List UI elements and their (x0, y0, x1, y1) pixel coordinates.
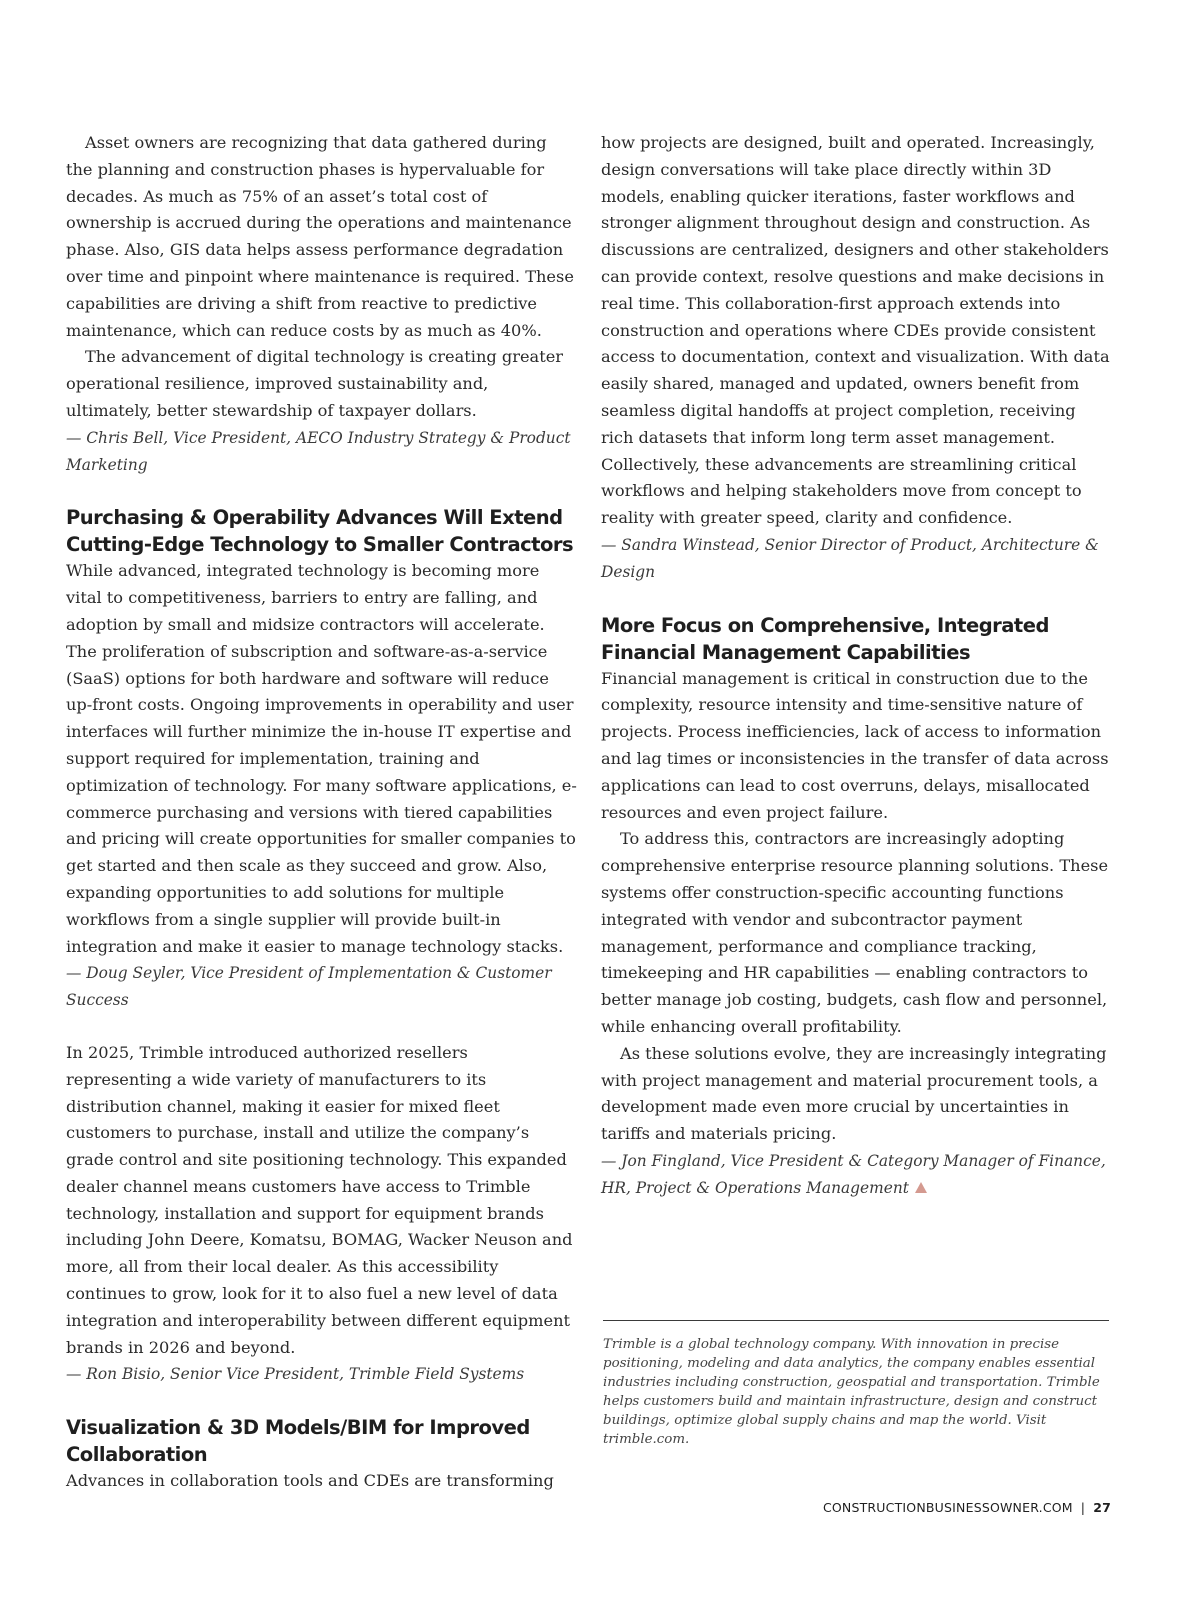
end-of-article-triangle-icon (915, 1182, 927, 1193)
section-heading-financial: More Focus on Comprehensive, Integrated Financial Management Capabilities (601, 613, 1049, 664)
page-footer (823, 1500, 1111, 1515)
body-paragraph: As these solutions evolve, they are increasingly integrating with project management and material procurement tools, a development made even more crucial by uncertainties in tariffs and materials pricing. (601, 1043, 1107, 1144)
body-paragraph: In 2025, Trimble introduced authorized resellers representing a wide variety of manufacturers to its distribution channel, making it easier for mixed fleet customers to purchase, install and utilize the company’s grade control and site positioning technology. This expanded dealer channel means customers have access to Trimble technology, installation and support for equipment brands including John Deere, Komatsu, BOMAG, Wacker Neuson and more, all from their local dealer. As this accessibility continues to grow, look for it to also fuel a new level of data integration and interoperability between different equipment brands in 2026 and beyond. (66, 1042, 573, 1357)
website-url: CONSTRUCTIONBUSINESSOWNER.COM (822, 1500, 1073, 1515)
attribution: — Doug Seyler, Vice President of Implementation & Customer Success (66, 964, 552, 1010)
about-text: Trimble is a global technology company. With innovation in precise positioning, modeling and data analytics, the company enables essential industries including construction, geospatial and transportation. Trimble helps customers build and maintain infrastructure, design and construct buildings, optimize global supply chains and map the world. Visit trimble.com. (603, 1337, 1100, 1447)
section-heading-purchasing: Purchasing & Operability Advances Will Extend Cutting-Edge Technology to Smaller Contractors (66, 506, 574, 557)
attribution: — Sandra Winstead, Senior Director of Product, Architecture & Design (601, 535, 1099, 581)
attribution-text: — Jon Fingland, Vice President & Category Manager of Finance, HR, Project & Operations Management (601, 1151, 1106, 1197)
body-paragraph: Asset owners are recognizing that data gathered during the planning and construction phases is hypervaluable for decades. As much as 75% of an asset’s total cost of ownership is accrued during the operations and maintenance phase. Also, GIS data helps assess performance degradation over time and pinpoint where maintenance is required. These capabilities are driving a shift from reactive to predictive maintenance, which can reduce costs by as much as 40%. (66, 133, 574, 340)
about-trimble-box (603, 1320, 1109, 1449)
body-paragraph: Advances in collaboration tools and CDEs are transforming (66, 1471, 554, 1491)
left-column (66, 130, 578, 1495)
page-number: 27 (1093, 1500, 1111, 1515)
section-heading-visualization: Visualization & 3D Models/BIM for Improved Collaboration (66, 1416, 530, 1467)
attribution (601, 1148, 1113, 1202)
body-paragraph: To address this, contractors are increasingly adopting comprehensive enterprise resource planning solutions. These systems offer construction-specific accounting functions integrated with vendor and subcontractor payment management, performance and compliance tracking, timekeeping and HR capabilities — enabling contractors to better manage job costing, budgets, cash flow and personnel, while enhancing overall profitability. (601, 829, 1109, 1036)
body-paragraph: While advanced, integrated technology is becoming more vital to competitiveness, barriers to entry are falling, and adoption by small and midsize contractors will accelerate. The proliferation of subscription and software-as-a-service (SaaS) options for both hardware and software will reduce up-front costs. Ongoing improvements in operability and user interfaces will further minimize the in-house IT expertise and support required for implementation, training and optimization of technology. For many software applications, e-commerce purchasing and versions with tiered capabilities and pricing will create opportunities for smaller companies to get started and then scale as they succeed and grow. Also, expanding opportunities to add solutions for multiple workflows from a single supplier will provide built-in integration and make it easier to manage technology stacks. (66, 561, 577, 956)
footer-separator: | (1080, 1500, 1086, 1515)
right-column (601, 130, 1113, 1201)
body-paragraph: Financial management is critical in construction due to the complexity, resource intensity and time-sensitive nature of projects. Process inefficiencies, lack of access to information and lag times or inconsistencies in the transfer of data across applications can lead to cost overruns, delays, misallocated resources and even project failure. (601, 668, 1109, 822)
attribution: — Ron Bisio, Senior Vice President, Trimble Field Systems (66, 1365, 525, 1384)
body-paragraph: The advancement of digital technology is creating greater operational resilience, improved sustainability and, ultimately, better stewardship of taxpayer dollars. (66, 347, 564, 420)
body-paragraph: how projects are designed, built and operated. Increasingly, design conversations will take place directly within 3D models, enabling quicker iterations, faster workflows and stronger alignment throughout design and construction. As discussions are centralized, designers and other stakeholders can provide context, resolve questions and make decisions in real time. This collaboration-first approach extends into construction and operations where CDEs provide consistent access to documentation, context and visualization. With data easily shared, managed and updated, owners benefit from seamless digital handoffs at project completion, receiving rich datasets that inform long term asset management. Collectively, these advancements are streamlining critical workflows and helping stakeholders move from concept to reality with greater speed, clarity and confidence. (601, 133, 1110, 528)
attribution: — Chris Bell, Vice President, AECO Industry Strategy & Product Marketing (66, 428, 571, 474)
